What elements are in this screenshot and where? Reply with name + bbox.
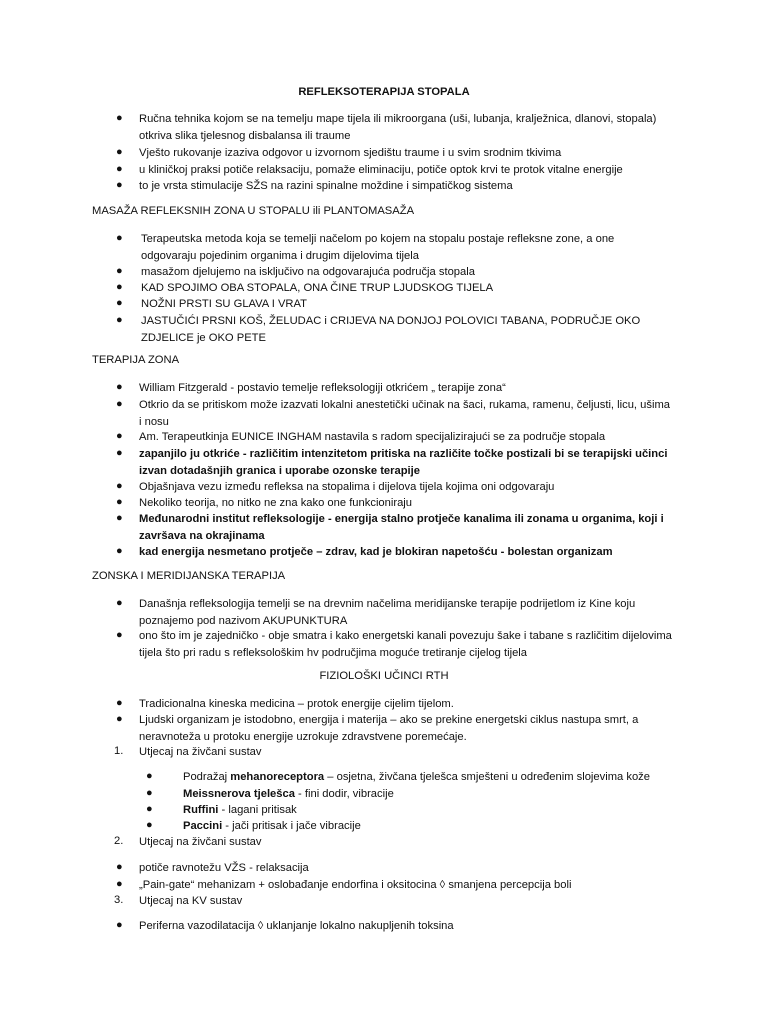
- section-heading: FIZIOLOŠKI UČINCI RTH: [319, 670, 449, 682]
- bullet: ●: [116, 545, 123, 557]
- bullet: ●: [116, 496, 123, 508]
- list-item: ono što im je zajedničko - obje smatra i kako energetski kanali povezuju šake i tabane s različitim dijelovima tijela što pri radu s refleksološkim hv područjima moguće tretiranje cijelog tijela: [139, 630, 672, 659]
- list-item: NOŽNI PRSTI SU GLAVA I VRAT: [141, 298, 307, 310]
- list-item: Današnja refleksologija temelji se na drevnim načelima meridijanske terapije podrijetlom iz Kine koju poznajemo pod nazivom AKUPUNKTURA: [139, 598, 636, 627]
- list-item: potiče ravnotežu VŽS - relaksacija: [139, 862, 309, 874]
- section-heading: TERAPIJA ZONA: [92, 354, 180, 366]
- list-item: Ručna tehnika kojom se na temelju mape tijela ili mikroorgana (uši, lubanja, kralježnica, dlanovi, stopala) otkriva slika tjelesnog disbalansa ili traume: [139, 113, 657, 142]
- bullet: ●: [116, 697, 123, 709]
- item-text: – osjetna, živčana tjelešca smješteni u određenim slojevima kože: [324, 771, 650, 783]
- list-item: zapanjilo ju otkriće - različitim intenzitetom pritiska na različite točke postizali bi se terapijski učinci izvan dotadašnjih granica i uporabe ozonske terapije: [139, 448, 668, 477]
- bullet: ●: [116, 480, 123, 492]
- bullet: ●: [116, 512, 123, 524]
- bullet: ●: [116, 163, 123, 175]
- list-item: Periferna vazodilatacija ◊ uklanjanje lokalno nakupljenih toksina: [139, 920, 454, 932]
- item-text: Podražaj: [183, 771, 231, 783]
- list-item: [183, 769, 683, 786]
- list-item: to je vrsta stimulacije SŽS na razini spinalne moždine i simpatičkog sistema: [139, 180, 513, 192]
- bullet: ●: [116, 629, 123, 641]
- item-bold-text: Ruffini: [183, 804, 219, 816]
- bullet: ●: [116, 232, 123, 244]
- numbered-item: Utjecaj na živčani sustav: [139, 746, 262, 758]
- list-item: u kliničkoj praksi potiče relaksaciju, pomaže eliminaciju, potiče optok krvi te protok vitalne energije: [139, 164, 623, 176]
- bullet: ●: [116, 597, 123, 609]
- bullet: ●: [146, 770, 153, 782]
- bullet: ●: [116, 447, 123, 459]
- list-item: Vješto rukovanje izaziva odgovor u izvornom sjedištu traume i u svim srodnim tkivima: [139, 147, 562, 159]
- list-number: 3.: [114, 894, 124, 906]
- list-item: [183, 786, 683, 803]
- list-item: Objašnjava vezu između refleksa na stopalima i dijelova tijela kojima oni odgovaraju: [139, 481, 555, 493]
- bullet: ●: [116, 861, 123, 873]
- list-item: Am. Terapeutkinja EUNICE INGHAM nastavila s radom specijalizirajući se za područje stopala: [139, 431, 606, 443]
- list-item: masažom djelujemo na isključivo na odgovarajuća područja stopala: [141, 266, 475, 278]
- bullet: ●: [116, 878, 123, 890]
- numbered-item: Utjecaj na živčani sustav: [139, 836, 262, 848]
- item-bold-text: Meissnerova tjelešca: [183, 788, 295, 800]
- list-item: Nekoliko teorija, no nitko ne zna kako one funkcioniraju: [139, 497, 413, 509]
- bullet: ●: [116, 398, 123, 410]
- bullet: ●: [146, 787, 153, 799]
- bullet: ●: [116, 381, 123, 393]
- bullet: ●: [116, 430, 123, 442]
- section-heading: MASAŽA REFLEKSNIH ZONA U STOPALU ili PLANTOMASAŽA: [92, 205, 415, 217]
- item-text: - lagani pritisak: [218, 804, 297, 816]
- bullet: ●: [116, 713, 123, 725]
- list-number: 2.: [114, 835, 124, 847]
- list-number: 1.: [114, 745, 124, 757]
- bullet: ●: [116, 179, 123, 191]
- item-text: - jači pritisak i jače vibracije: [222, 820, 361, 832]
- bullet: ●: [116, 146, 123, 158]
- bullet: ●: [146, 803, 153, 815]
- list-item: JASTUČIĆI PRSNI KOŠ, ŽELUDAC i CRIJEVA NA DONJOJ POLOVICI TABANA, PODRUČJE OKO ZDJELICE je OKO PETE: [141, 315, 641, 344]
- list-item: William Fitzgerald - postavio temelje refleksologiji otkrićem „ terapije zona“: [139, 382, 506, 394]
- list-item: Ljudski organizam je istodobno, energija i materija – ako se prekine energetski ciklus nastupa smrt, a neravnoteža u protoku energije uzrokuje zdravstvene poremećaje.: [139, 714, 639, 743]
- bullet: ●: [116, 919, 123, 931]
- list-item: Terapeutska metoda koja se temelji načelom po kojem na stopalu postaje refleksne zone, a one odgovaraju pojedinim organima i drugim dijelovima tijela: [141, 233, 615, 262]
- list-item: Otkrio da se pritiskom može izazvati lokalni anestetički učinak na šaci, rukama, ramenu, čeljusti, licu, ušima i nosu: [139, 399, 670, 428]
- bullet: ●: [116, 112, 123, 124]
- document-title: REFLEKSOTERAPIJA STOPALA: [298, 86, 470, 98]
- item-text: - fini dodir, vibracije: [294, 788, 394, 800]
- item-bold-text: mehanoreceptora: [230, 771, 325, 783]
- numbered-item: Utjecaj na KV sustav: [139, 895, 243, 907]
- list-item: Tradicionalna kineska medicina – protok energije cijelim tijelom.: [139, 698, 454, 710]
- list-item: Međunarodni institut refleksologije - energija stalno protječe kanalima ili zonama u organima, koji i završava na okrajinama: [139, 513, 664, 542]
- bullet: ●: [116, 314, 123, 326]
- list-item: „Pain-gate“ mehanizam + oslobađanje endorfina i oksitocina ◊ smanjena percepcija boli: [139, 879, 572, 891]
- list-item: kad energija nesmetano protječe – zdrav, kad je blokiran napetošću - bolestan organizam: [139, 546, 613, 558]
- bullet: ●: [116, 297, 123, 309]
- list-item: KAD SPOJIMO OBA STOPALA, ONA ČINE TRUP LJUDSKOG TIJELA: [141, 282, 494, 294]
- bullet: ●: [116, 265, 123, 277]
- item-bold-text: Paccini: [183, 820, 223, 832]
- list-item: [183, 818, 683, 835]
- bullet: ●: [146, 819, 153, 831]
- section-heading: ZONSKA I MERIDIJANSKA TERAPIJA: [92, 570, 286, 582]
- list-item: [183, 802, 683, 819]
- bullet: ●: [116, 281, 123, 293]
